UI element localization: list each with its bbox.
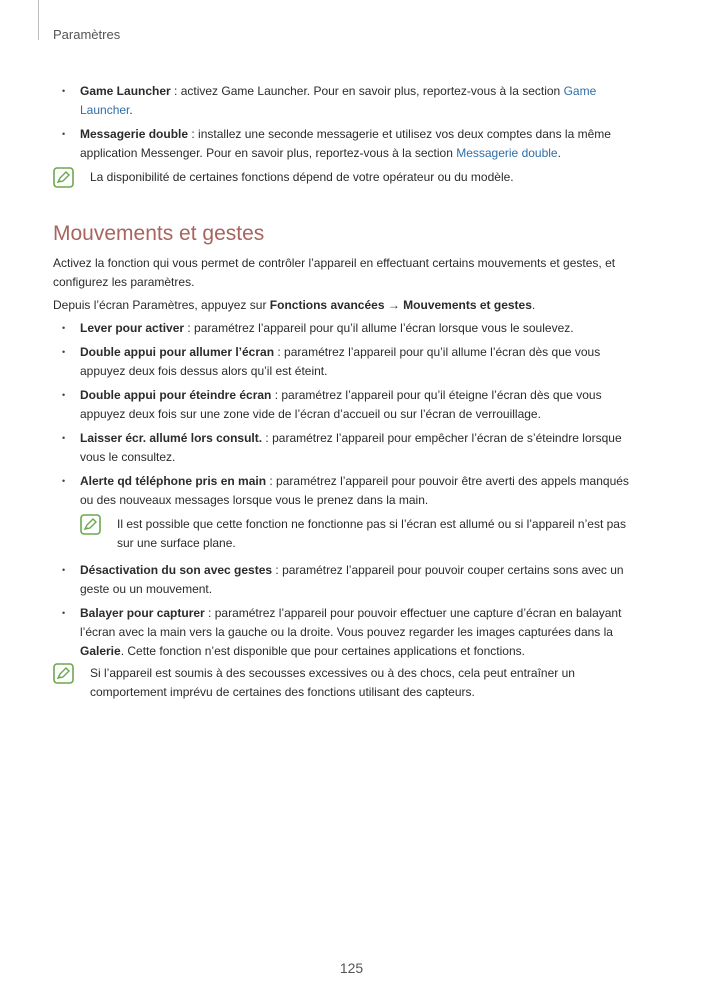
list-item bbox=[53, 125, 643, 163]
top-block bbox=[53, 82, 643, 198]
note-shock bbox=[53, 664, 643, 702]
item-text: : paramétrez l’appareil pour empêcher l’écran de s’éteindre lorsque vous le consultez. bbox=[80, 431, 622, 464]
item-term: Alerte qd téléphone pris en main bbox=[80, 474, 267, 488]
item-term: Balayer pour capturer bbox=[80, 606, 205, 620]
item-term: Game Launcher bbox=[80, 84, 171, 98]
item-term: Double appui pour allumer l’écran bbox=[80, 345, 275, 359]
item-text: : paramétrez l’appareil pour qu’il éteigne l’écran dès que vous appuyez deux fois sur une zone vide de l’écran d’accueil ou sur l’écran de verrouillage. bbox=[80, 388, 602, 421]
galerie-term: Galerie bbox=[80, 644, 121, 658]
item-term: Laisser écr. allumé lors consult. bbox=[80, 431, 263, 445]
item-term: Double appui pour éteindre écran bbox=[80, 388, 272, 402]
item-text-end: . Cette fonction n’est disponible que pour certaines applications et fonctions. bbox=[120, 644, 525, 658]
list-item bbox=[53, 429, 643, 467]
item-text: : paramétrez l’appareil pour pouvoir effectuer une capture d’écran en balayant l’écran avec la main vers la gauche ou la droite. Vous pouvez regarder les images capturées dans la bbox=[80, 606, 622, 639]
item-term: Messagerie double bbox=[80, 127, 189, 141]
note-pencil-icon bbox=[80, 514, 101, 535]
messagerie-double-link[interactable]: Messagerie double bbox=[456, 146, 558, 160]
item-term: Désactivation du son avec gestes bbox=[80, 563, 273, 577]
item-text: : paramétrez l’appareil pour qu’il allume l’écran lorsque vous le soulevez. bbox=[184, 321, 574, 335]
list-item bbox=[53, 343, 643, 381]
list-item bbox=[53, 472, 643, 510]
note-text: La disponibilité de certaines fonctions dépend de votre opérateur ou du modèle. bbox=[90, 170, 514, 184]
header-rule bbox=[38, 0, 39, 40]
running-header: Paramètres bbox=[53, 27, 121, 42]
list-item bbox=[53, 561, 643, 599]
navigation-path bbox=[53, 296, 643, 315]
feature-list bbox=[53, 319, 643, 510]
list-item bbox=[53, 319, 643, 338]
game-launcher-link[interactable]: Game Launcher bbox=[80, 84, 597, 117]
section-title: Mouvements et gestes bbox=[53, 222, 265, 245]
arrow-icon: → bbox=[384, 298, 404, 312]
item-text: : paramétrez l’appareil pour pouvoir être averti des appels manqués ou des nouveaux messages lorsque vous le prenez dans la main. bbox=[80, 474, 629, 507]
list-item bbox=[53, 604, 643, 661]
section-body bbox=[53, 254, 643, 710]
section-intro: Activez la fonction qui vous permet de contrôler l’appareil en effectuant certains mouvements et gestes, et configurez les paramètres. bbox=[53, 256, 616, 289]
page-number: 125 bbox=[339, 960, 364, 976]
path-prefix: Depuis l’écran Paramètres, appuyez sur bbox=[53, 298, 270, 312]
item-text: : installez une seconde messagerie et utilisez vos deux comptes dans la même application Messenger. Pour en savoir plus, reportez-vous à la section bbox=[80, 127, 611, 160]
note-flat-surface bbox=[80, 515, 643, 553]
item-text: : activez Game Launcher. Pour en savoir plus, reportez-vous à la section bbox=[170, 84, 564, 98]
feature-list-2 bbox=[53, 561, 643, 661]
item-text: : paramétrez l’appareil pour qu’il allume l’écran dès que vous appuyez deux fois dessus alors qu’il est éteint. bbox=[80, 345, 601, 378]
item-term: Lever pour activer bbox=[80, 321, 185, 335]
note-operator bbox=[53, 168, 643, 190]
list-item bbox=[53, 386, 643, 424]
path-end: . bbox=[531, 298, 536, 312]
path-step-fonctions-avancees: Fonctions avancées bbox=[269, 298, 385, 312]
note-text: Il est possible que cette fonction ne fonctionne pas si l’écran est allumé ou si l’appareil n’est pas sur une surface plane. bbox=[117, 517, 626, 550]
note-text: Si l’appareil est soumis à des secousses excessives ou à des chocs, cela peut entraîner un comportement imprévu de certaines des fonctions utilisant des capteurs. bbox=[90, 666, 575, 699]
note-pencil-icon bbox=[53, 167, 74, 188]
item-text: : paramétrez l’appareil pour pouvoir couper certains sons avec un geste ou un mouvement. bbox=[80, 563, 624, 596]
note-pencil-icon bbox=[53, 663, 74, 684]
item-end: . bbox=[129, 103, 133, 117]
list-item bbox=[53, 82, 643, 120]
item-end: . bbox=[557, 146, 561, 160]
path-step-mouvements: Mouvements et gestes bbox=[403, 298, 532, 312]
top-bullet-list bbox=[53, 82, 643, 163]
